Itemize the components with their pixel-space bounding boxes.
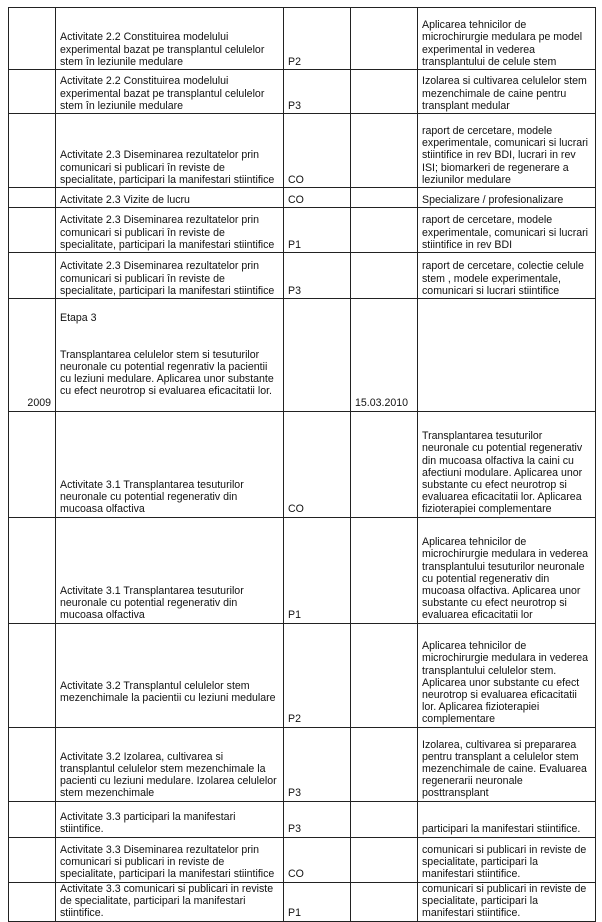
partner-cell: CO (284, 114, 351, 188)
partner-cell: CO (284, 837, 351, 882)
activity-cell: Activitate 2.3 Diseminarea rezultatelor prin comunicari si publicari în reviste de specialitate, participari la manifestari stiintifice (56, 114, 284, 188)
table-row (9, 411, 596, 517)
date-cell (351, 70, 418, 114)
date-cell (351, 253, 418, 299)
activity-cell: Activitate 3.3 Diseminarea rezultatelor prin comunicari si publicari in reviste de specialitate, participari la manifestari stiintifice (56, 837, 284, 882)
etapa-description: Transplantarea celulelor stem si tesuturilor neuronale cu potential regenrativ la pacientii cu leziuni medulare. Aplicarea unor substante cu efect neurotrop si evaluarea eficacitatii lor. (60, 348, 274, 398)
activity-cell: Activitate 2.2 Constituirea modelului experimental bazat pe transplantul celulelor stem în leziunile medulare (56, 70, 284, 114)
partner-cell: P1 (284, 517, 351, 623)
partner-cell (284, 299, 351, 412)
date-cell (351, 114, 418, 188)
result-cell: Izolarea si cultivarea celulelor stem mezenchimale de caine pentru transplant medular (418, 70, 596, 114)
date-cell (351, 882, 418, 921)
year-cell (9, 727, 56, 801)
partner-cell: P3 (284, 727, 351, 801)
activity-cell: Activitate 2.3 Diseminarea rezultatelor prin comunicari si publicari în reviste de specialitate, participari la manifestari stiintifice (56, 208, 284, 253)
year-cell (9, 70, 56, 114)
activity-cell: Activitate 2.3 Vizite de lucru (56, 188, 284, 208)
date-cell (351, 411, 418, 517)
table-row (9, 8, 596, 70)
table-row (9, 114, 596, 188)
activity-cell: Activitate 3.2 Transplantul celulelor stem mezenchimale la pacientii cu leziuni medulare (56, 623, 284, 727)
partner-cell: P3 (284, 801, 351, 837)
table-row (9, 623, 596, 727)
date-cell: 15.03.2010 (351, 299, 418, 412)
year-cell (9, 253, 56, 299)
activity-cell: Activitate 3.1 Transplantarea tesuturilor neuronale cu potential regenerativ din mucoasa olfactiva (56, 517, 284, 623)
table-row (9, 517, 596, 623)
year-cell (9, 114, 56, 188)
table-row (9, 801, 596, 837)
table-row (9, 882, 596, 921)
year-cell (9, 801, 56, 837)
year-cell (9, 517, 56, 623)
table-row (9, 70, 596, 114)
year-cell (9, 208, 56, 253)
table-row (9, 208, 596, 253)
result-cell: comunicari si publicari in reviste de specialitate, participari la manifestari stiintifice. (418, 837, 596, 882)
year-cell (9, 411, 56, 517)
partner-cell: P1 (284, 882, 351, 921)
year-cell (9, 8, 56, 70)
partner-cell: CO (284, 411, 351, 517)
result-cell: Transplantarea tesuturilor neuronale cu potential regenerativ din mucoasa olfactiva la caini cu afectiuni modulare. Aplicarea unor substante cu efect neurotrop si evaluarea eficacitatii lor. Aplicarea fizioterapiei complementare (418, 411, 596, 517)
etapa-cell (56, 299, 284, 412)
activities-table (8, 7, 596, 922)
partner-cell: P2 (284, 8, 351, 70)
result-cell: Aplicarea tehnicilor de microchirurgie medulara in vederea transplantului tesuturilor neuronale cu potential regenerativ din mucoasa olfactiva. Aplicarea unor substante cu efect neurotrop si evaluarea eficacitatii lor (418, 517, 596, 623)
activity-cell: Activitate 3.3 participari la manifestari stiintifice. (56, 801, 284, 837)
date-cell (351, 727, 418, 801)
year-cell: 2009 (9, 299, 56, 412)
table-row (9, 188, 596, 208)
date-cell (351, 188, 418, 208)
year-cell (9, 188, 56, 208)
date-cell (351, 517, 418, 623)
date-cell (351, 208, 418, 253)
table-row (9, 837, 596, 882)
result-cell: raport de cercetare, modele experimentale, comunicari si lucrari stiintifice in rev BDI (418, 208, 596, 253)
table-row (9, 253, 596, 299)
result-cell: Specializare / profesionalizare (418, 188, 596, 208)
date-cell (351, 8, 418, 70)
partner-cell: P3 (284, 70, 351, 114)
activity-cell: Activitate 2.2 Constituirea modelului experimental bazat pe transplantul celulelor stem în leziunile medulare (56, 8, 284, 70)
result-cell: comunicari si publicari in reviste de specialitate, participari la manifestari stiintifice. (418, 882, 596, 921)
partner-cell: P3 (284, 253, 351, 299)
partner-cell: P1 (284, 208, 351, 253)
date-cell (351, 801, 418, 837)
year-cell (9, 882, 56, 921)
result-cell: Aplicarea tehnicilor de microchirurgie medulara pe model experimental in vederea transplantului de celule stem (418, 8, 596, 70)
result-cell: Aplicarea tehnicilor de microchirurgie medulara in vederea transplantului celulelor stem. Aplicarea unor substante cu efect neurotrop si evaluarea eficacitatii lor. Aplicarea fizioterapiei complementare (418, 623, 596, 727)
result-cell: Izolarea, cultivarea si prepararea pentru transplant a celulelor stem mezenchimale de caine. Evaluarea regenerarii neuronale posttransplant (418, 727, 596, 801)
result-cell (418, 299, 596, 412)
activity-cell: Activitate 3.1 Transplantarea tesuturilor neuronale cu potential regenerativ din mucoasa olfactiva (56, 411, 284, 517)
date-cell (351, 837, 418, 882)
etapa-label: Etapa 3 (60, 312, 97, 325)
result-cell: raport de cercetare, colectie celule stem , modele experimentale, comunicari si lucrari stiintifice (418, 253, 596, 299)
activity-cell: Activitate 3.3 comunicari si publicari in reviste de specialitate, participari la manifestari stiintifice. (56, 882, 284, 921)
activity-cell: Activitate 2.3 Diseminarea rezultatelor prin comunicari si publicari în reviste de specialitate, participari la manifestari stiintifice (56, 253, 284, 299)
partner-cell: CO (284, 188, 351, 208)
year-cell (9, 623, 56, 727)
activity-cell: Activitate 3.2 Izolarea, cultivarea si transplantul celulelor stem mezenchimale la pacienti cu leziuni medulare. Izolarea celulelor stem mezenchimale (56, 727, 284, 801)
partner-cell: P2 (284, 623, 351, 727)
table-row-etapa (9, 299, 596, 412)
result-cell: raport de cercetare, modele experimentale, comunicari si lucrari stiintifice in rev BDI, lucrari in rev ISI; biomarkeri de regenerare a leziunilor medulare (418, 114, 596, 188)
result-cell: participari la manifestari stiintifice. (418, 801, 596, 837)
date-cell (351, 623, 418, 727)
year-cell (9, 837, 56, 882)
table-row (9, 727, 596, 801)
